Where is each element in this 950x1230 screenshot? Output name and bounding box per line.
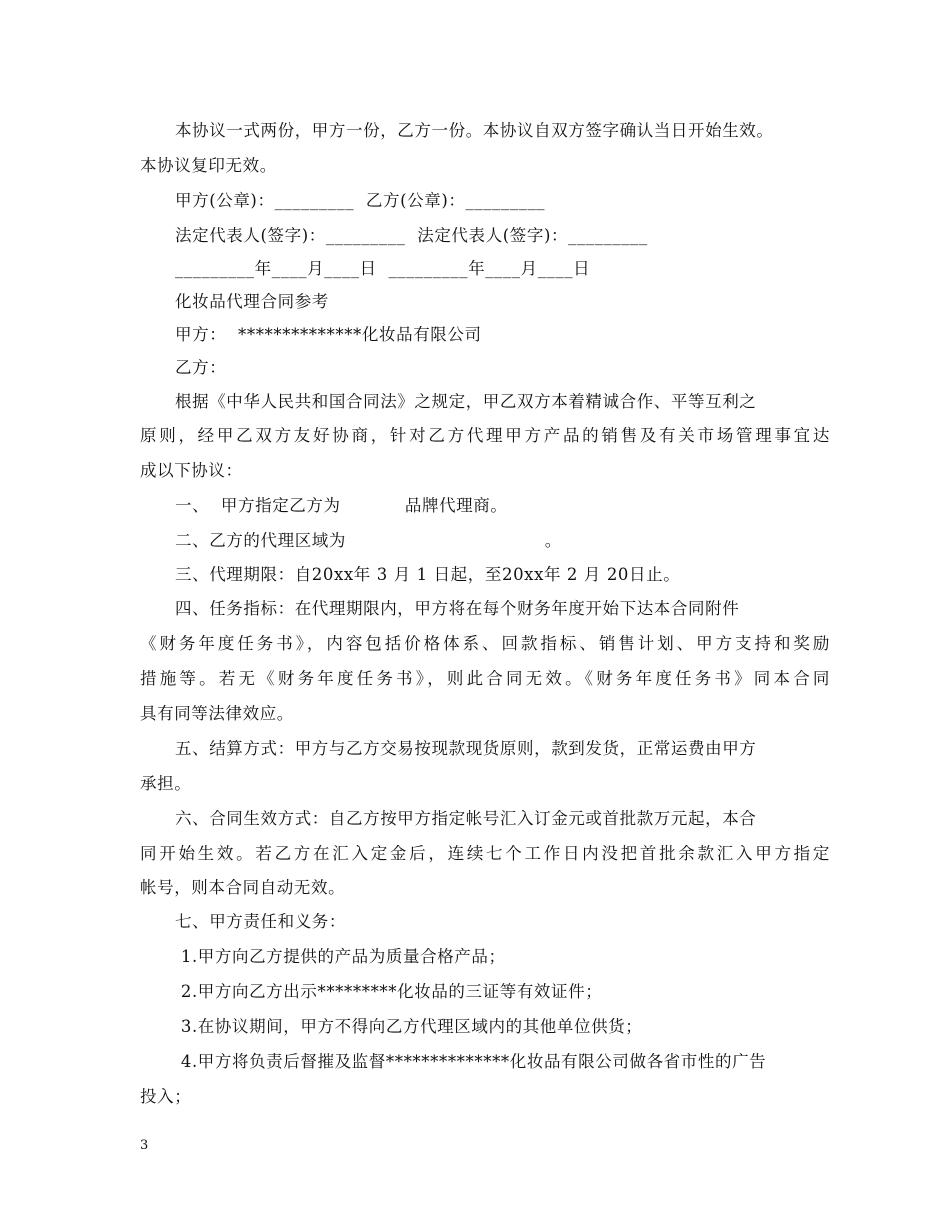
clause-line: 三、代理期限：自20xx年 3 月 1 日起，至20xx年 2 月 20日止。: [175, 565, 681, 584]
party-b-line: 乙方：: [175, 358, 227, 377]
clause-line: 二、乙方的代理区域为 。: [175, 531, 562, 550]
list-item: 3.在协议期间，甲方不得向乙方代理区域内的其他单位供货；: [175, 1017, 643, 1036]
clause-line: 一、 甲方指定乙方为 品牌代理商。: [175, 496, 508, 515]
clause-line: 六、合同生效方式：自乙方按甲方指定帐号汇入订金元或首批款万元起，本合: [175, 809, 757, 828]
paragraph-line: 本协议一式两份，甲方一份，乙方一份。本协议自双方签字确认当日开始生效。: [175, 121, 774, 140]
paragraph-line: 措施等。若无《财务年度任务书》，则此合同无效。《财务年度任务书》同本合同: [140, 669, 830, 688]
paragraph-line: 具有同等法律效应。: [140, 704, 294, 723]
section-title: 化妆品代理合同参考: [175, 292, 329, 311]
signature-line: 甲方(公章)：_________ 乙方(公章)：_________: [175, 191, 546, 210]
paragraph-line: 根据《中华人民共和国合同法》之规定，甲乙双方本着精诚合作、平等互利之: [175, 392, 757, 411]
paragraph-line: 帐号，则本合同自动无效。: [140, 878, 346, 897]
paragraph-line: 原则，经甲乙双方友好协商，针对乙方代理甲方产品的销售及有关市场管理事宜达: [140, 426, 830, 445]
paragraph-line: 承担。: [140, 774, 192, 793]
list-item: 1.甲方向乙方提供的产品为质量合格产品；: [175, 947, 506, 966]
date-line: _________年____月____日 _________年____月____日: [175, 259, 591, 278]
paragraph-line: 投入；: [140, 1087, 192, 1106]
paragraph-line: 同开始生效。若乙方在汇入定金后，连续七个工作日内没把首批余款汇入甲方指定: [140, 844, 830, 863]
party-a-line: 甲方： **************化妆品有限公司: [175, 325, 482, 344]
paragraph-line: 本协议复印无效。: [140, 156, 277, 175]
page-number: 3: [140, 1138, 149, 1153]
list-item: 4.甲方将负责后督摧及监督**************化妆品有限公司做各省市性的广告: [175, 1052, 767, 1071]
clause-line: 七、甲方责任和义务：: [175, 912, 346, 931]
clause-line: 四、任务指标：在代理期限内，甲方将在每个财务年度开始下达本合同附件: [175, 599, 740, 618]
list-item: 2.甲方向乙方出示*********化妆品的三证等有效证件；: [175, 982, 603, 1001]
clause-line: 五、结算方式：甲方与乙方交易按现款现货原则，款到发货，正常运费由甲方: [175, 739, 757, 758]
paragraph-line: 成以下协议：: [140, 461, 243, 480]
paragraph-line: 《财务年度任务书》，内容包括价格体系、回款指标、销售计划、甲方支持和奖励: [140, 634, 830, 653]
signature-line: 法定代表人(签字)：_________ 法定代表人(签字)：_________: [175, 226, 648, 245]
